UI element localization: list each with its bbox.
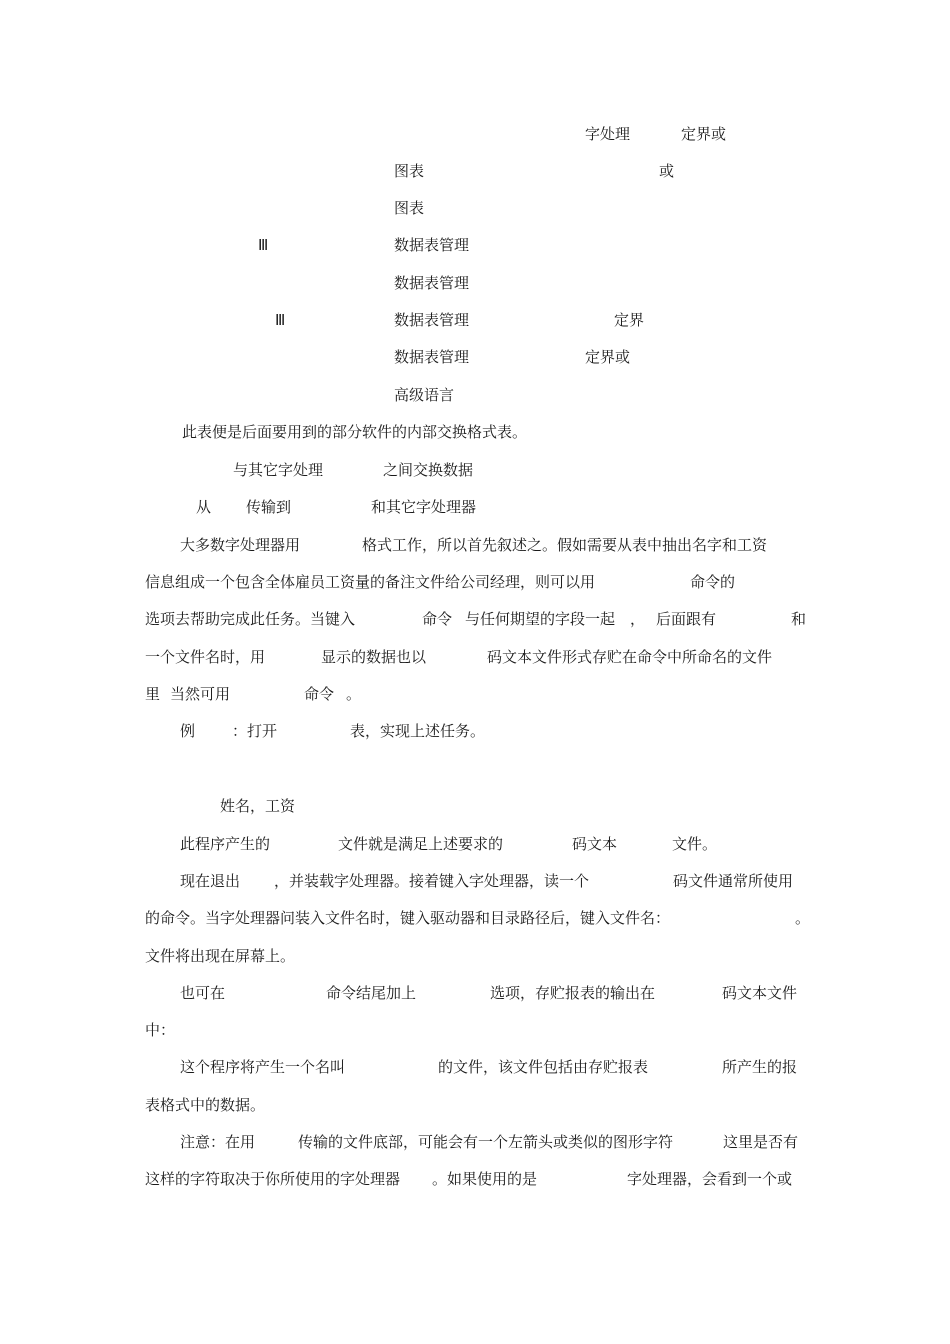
table-cell: Ⅲ — [258, 236, 269, 254]
table-cell: 或 — [659, 162, 675, 180]
paragraph-text: 注意：在用 — [180, 1133, 256, 1151]
paragraph-text: 命令 — [422, 610, 453, 628]
example-text: 表，实现上述任务。 — [350, 722, 486, 740]
section-heading: 从 — [196, 498, 212, 516]
paragraph-text: 和 — [791, 610, 807, 628]
paragraph-text: 格式工作，所以首先叙述之。假如需要从表中抽出名字和工资 — [362, 536, 768, 554]
table-cell: 图表 — [394, 162, 425, 180]
table-cell: 图表 — [394, 199, 425, 217]
paragraph-text: 文件将出现在屏幕上。 — [145, 947, 296, 965]
table-cell: 字处理 — [585, 125, 631, 143]
paragraph-text: 现在退出 — [180, 872, 241, 890]
paragraph-text: 也可在 — [180, 984, 226, 1002]
table-cell: 定界或 — [681, 125, 727, 143]
section-heading: 与其它字处理 — [233, 461, 324, 479]
paragraph-text: 显示的数据也以 — [321, 648, 427, 666]
paragraph-text: 。 — [346, 685, 362, 703]
paragraph-text: 文件。 — [672, 835, 718, 853]
paragraph-text: 字处理器，会看到一个或 — [627, 1170, 793, 1188]
example-text: 例 — [180, 722, 196, 740]
table-cell: 数据表管理 — [394, 274, 470, 292]
paragraph-text: 所产生的报 — [722, 1058, 798, 1076]
paragraph-text: 表格式中的数据。 — [145, 1096, 266, 1114]
paragraph-text: 这个程序将产生一个名叫 — [180, 1058, 346, 1076]
paragraph-text: 选项去帮助完成此任务。当键入 — [145, 610, 356, 628]
paragraph-text: 文件就是满足上述要求的 — [338, 835, 504, 853]
table-cell: 数据表管理 — [394, 236, 470, 254]
paragraph-text: 。如果使用的是 — [432, 1170, 538, 1188]
example-text: ：打开 — [232, 722, 278, 740]
paragraph-text: 命令结尾加上 — [326, 984, 417, 1002]
paragraph-text: 后面跟有 — [656, 610, 717, 628]
paragraph-text: 码文件通常所使用 — [673, 872, 794, 890]
paragraph-text: 此程序产生的 — [180, 835, 271, 853]
paragraph-text: 的命令。当字处理器问装入文件名时，键入驱动器和目录路径后，键入文件名： — [145, 909, 671, 927]
paragraph-text: 当然可用 — [170, 685, 231, 703]
table-cell: 高级语言 — [394, 386, 455, 404]
paragraph-text: 选项，存贮报表的输出在 — [490, 984, 656, 1002]
paragraph-text: 中： — [145, 1021, 176, 1039]
paragraph-text: 一个文件名时，用 — [145, 648, 266, 666]
section-heading: 和其它字处理器 — [371, 498, 477, 516]
table-cell: 定界 — [614, 311, 645, 329]
table-cell: 数据表管理 — [394, 311, 470, 329]
paragraph-text: 命令 — [304, 685, 335, 703]
paragraph-text: ， — [630, 610, 646, 628]
paragraph-text: 的文件，该文件包括由存贮报表 — [438, 1058, 649, 1076]
paragraph-text: 。 — [795, 909, 811, 927]
table-cell: 数据表管理 — [394, 348, 470, 366]
paragraph-text: 大多数字处理器用 — [180, 536, 301, 554]
paragraph-text: 这样的字符取决于你所使用的字处理器 — [145, 1170, 401, 1188]
paragraph-text: 里 — [145, 685, 161, 703]
table-cell: 定界或 — [585, 348, 631, 366]
paragraph-text: 传输的文件底部，可能会有一个左箭头或类似的图形字符 — [298, 1133, 674, 1151]
code-line: 姓名，工资 — [220, 797, 296, 815]
paragraph-text: 码文本 — [572, 835, 618, 853]
section-heading: 传输到 — [246, 498, 292, 516]
paragraph-text: 码文本文件形式存贮在命令中所命名的文件 — [487, 648, 773, 666]
paragraph-text: 与任何期望的字段一起 — [465, 610, 616, 628]
paragraph-text: 这里是否有 — [723, 1133, 799, 1151]
paragraph-text: 命令的 — [690, 573, 736, 591]
section-heading: 之间交换数据 — [383, 461, 474, 479]
table-cell: Ⅲ — [275, 311, 286, 329]
paragraph-text: 码文本文件 — [722, 984, 798, 1002]
paragraph-text: ，并装载字处理器。接着键入字处理器，读一个 — [274, 872, 590, 890]
paragraph-text: 信息组成一个包含全体雇员工资量的备注文件给公司经理，则可以用 — [145, 573, 596, 591]
paragraph-text: 此表便是后面要用到的部分软件的内部交换格式表。 — [182, 423, 528, 441]
